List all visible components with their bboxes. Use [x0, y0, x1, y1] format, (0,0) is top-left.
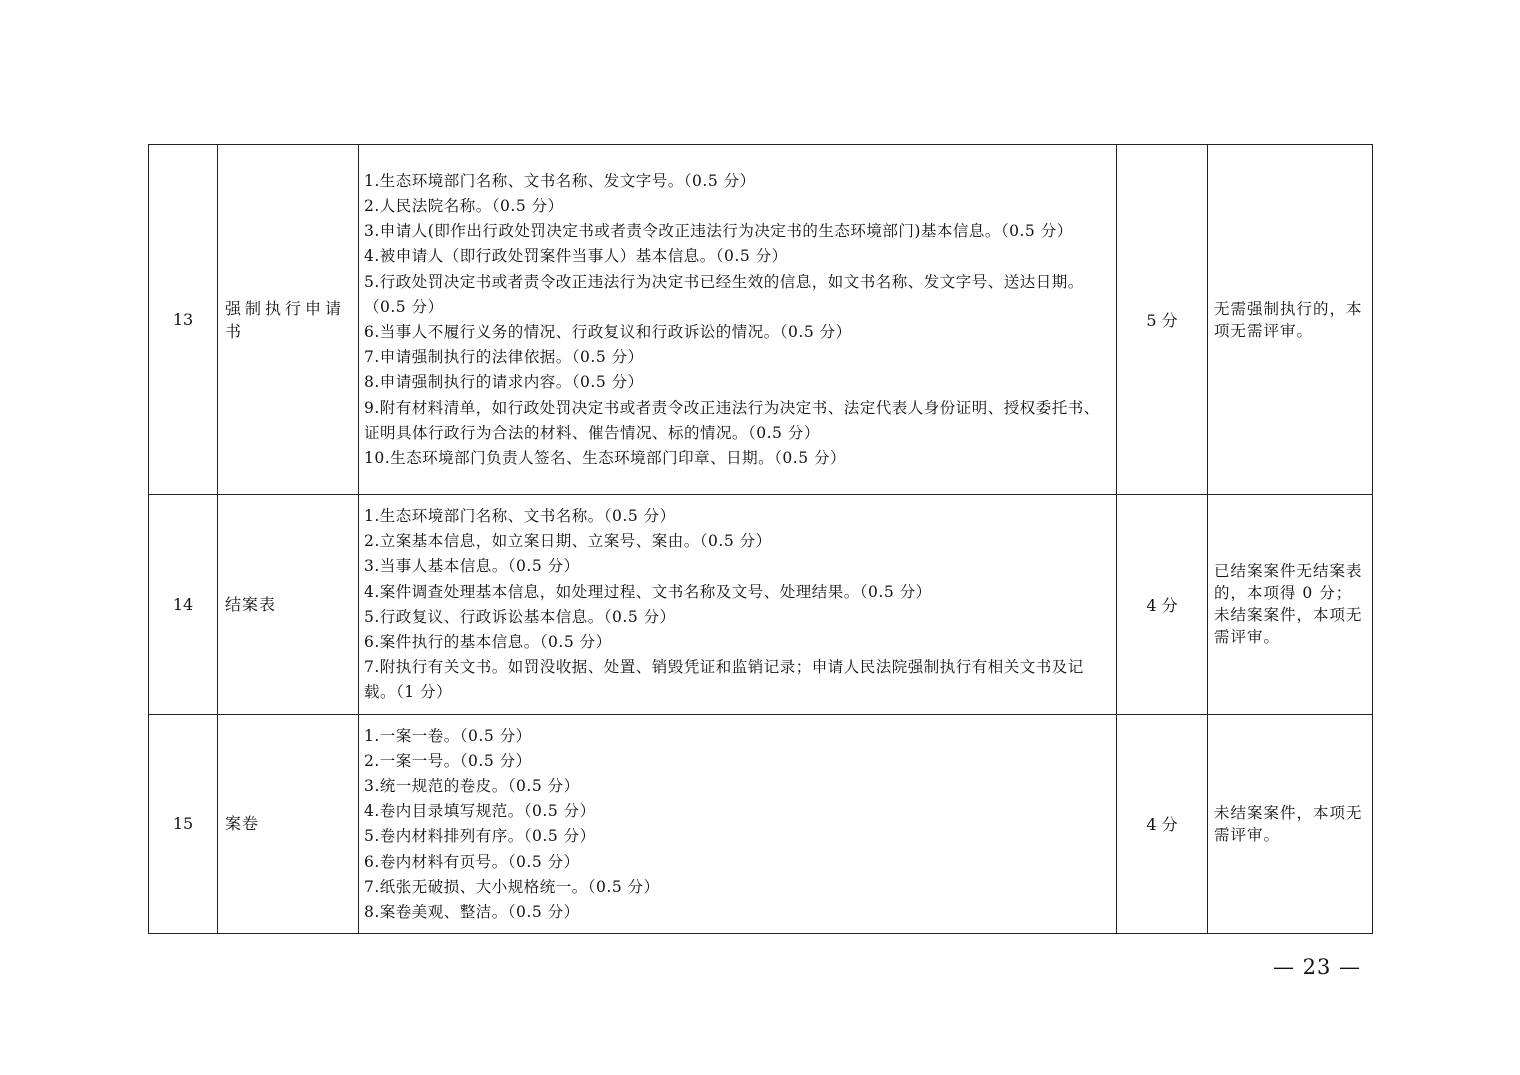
- criteria-item: 6.案件执行的基本信息。（0.5 分）: [364, 633, 612, 652]
- table-row: [149, 145, 1373, 495]
- criteria-item: 7.申请强制执行的法律依据。（0.5 分）: [364, 348, 644, 367]
- row-number: 14: [149, 495, 218, 715]
- criteria-item: 2.一案一号。（0.5 分）: [364, 751, 532, 770]
- criteria-item: 6.当事人不履行义务的情况、行政复议和行政诉讼的情况。（0.5 分）: [364, 323, 852, 341]
- criteria-item: 5.行政处罚决定书或者责令改正违法行为决定书已经生效的信息，如文书名称、发文字号、送达日期。（0.5 分）: [364, 272, 1084, 316]
- criteria-list: [364, 724, 1112, 926]
- criteria-item: 2.人民法院名称。（0.5 分）: [364, 196, 564, 215]
- criteria-item: 4.卷内目录填写规范。（0.5 分）: [364, 802, 596, 821]
- note-cell: 已结案案件无结案表的，本项得 0 分；未结案案件，本项无需评审。: [1208, 495, 1373, 715]
- criteria-item: 9.附有材料清单，如行政处罚决定书或者责令改正违法行为决定书、法定代表人身份证明、授权委托书、证明具体行政行为合法的材料、催告情况、标的情况。（0.5 分）: [364, 398, 1100, 442]
- item-name: 案卷: [218, 714, 359, 934]
- row-number: 13: [149, 145, 218, 495]
- note-cell: 未结案案件，本项无需评审。: [1208, 714, 1373, 934]
- criteria-item: 3.统一规范的卷皮。（0.5 分）: [364, 777, 580, 796]
- criteria-item: 2.立案基本信息，如立案日期、立案号、案由。（0.5 分）: [364, 532, 772, 551]
- criteria-item: 1.一案一卷。（0.5 分）: [364, 726, 532, 745]
- criteria-item: 3.当事人基本信息。（0.5 分）: [364, 557, 580, 576]
- score-cell: 4 分: [1117, 714, 1208, 934]
- score-cell: 4 分: [1117, 495, 1208, 715]
- criteria-item: 7.纸张无破损、大小规格统一。（0.5 分）: [364, 877, 660, 896]
- criteria-item: 8.案卷美观、整洁。（0.5 分）: [364, 903, 580, 922]
- criteria-cell: [359, 145, 1117, 495]
- criteria-item: 8.申请强制执行的请求内容。（0.5 分）: [364, 373, 644, 392]
- criteria-cell: [359, 714, 1117, 934]
- criteria-item: 5.行政复议、行政诉讼基本信息。（0.5 分）: [364, 607, 676, 626]
- criteria-item: 6.卷内材料有页号。（0.5 分）: [364, 852, 580, 871]
- evaluation-table: [148, 144, 1373, 934]
- criteria-item: 10.生态环境部门负责人签名、生态环境部门印章、日期。（0.5 分）: [364, 449, 846, 468]
- note-cell: 无需强制执行的，本项无需评审。: [1208, 145, 1373, 495]
- criteria-item: 5.卷内材料排列有序。（0.5 分）: [364, 827, 596, 846]
- criteria-cell: [359, 495, 1117, 715]
- criteria-item: 7.附执行有关文书。如罚没收据、处置、销毁凭证和监销记录；申请人民法院强制执行有相关文书及记载。（1 分）: [364, 658, 1084, 702]
- criteria-item: 1.生态环境部门名称、文书名称。（0.5 分）: [364, 507, 676, 525]
- criteria-item: 3.申请人(即作出行政处罚决定书或者责令改正违法行为决定书的生态环境部门)基本信息。（0.5 分）: [364, 222, 1073, 241]
- criteria-item: 1.生态环境部门名称、文书名称、发文字号。（0.5 分）: [364, 171, 756, 190]
- criteria-item: 4.被申请人（即行政处罚案件当事人）基本信息。（0.5 分）: [364, 247, 788, 266]
- table-row: [149, 495, 1373, 715]
- score-cell: 5 分: [1117, 145, 1208, 495]
- item-name: 强制执行申请书: [218, 145, 359, 495]
- criteria-list: [364, 504, 1112, 706]
- page-number: — 23 —: [1272, 955, 1362, 979]
- item-name: 结案表: [218, 495, 359, 715]
- row-number: 15: [149, 714, 218, 934]
- criteria-list: [364, 169, 1112, 471]
- table-row: [149, 714, 1373, 934]
- criteria-item: 4.案件调查处理基本信息，如处理过程、文书名称及文号、处理结果。（0.5 分）: [364, 582, 932, 601]
